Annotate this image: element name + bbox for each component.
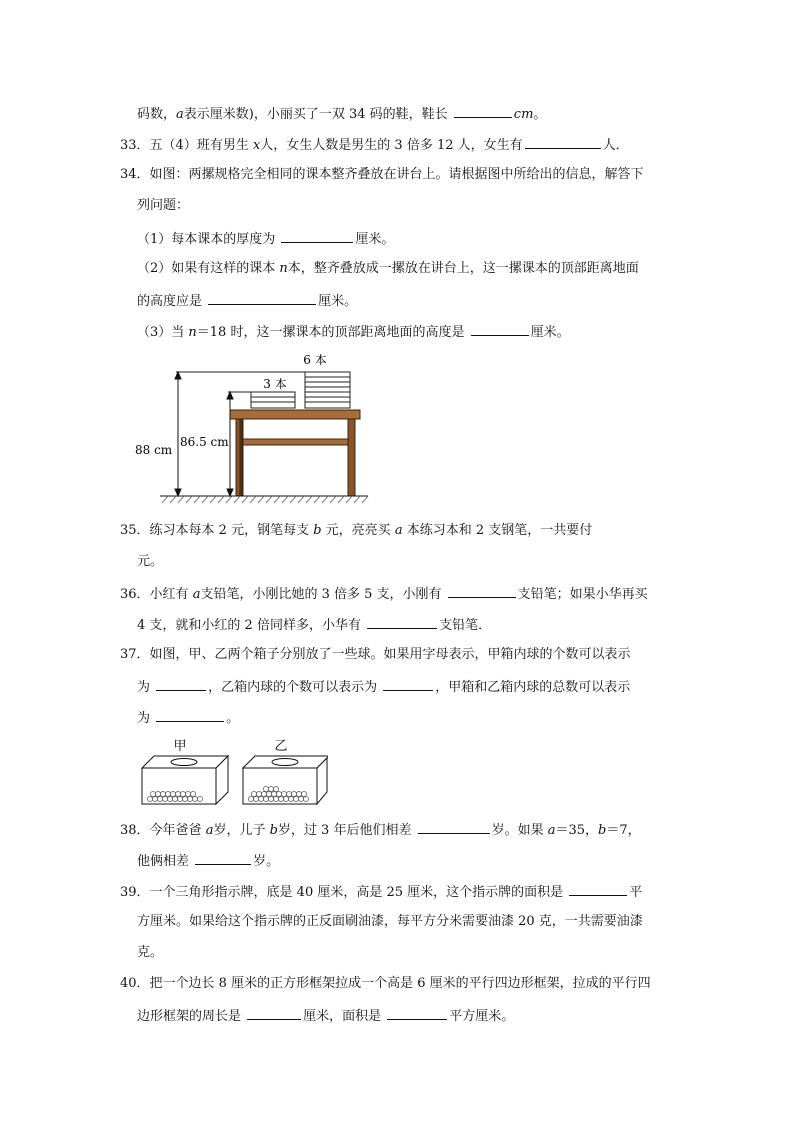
question-number: 36． xyxy=(120,587,150,602)
height-arrows xyxy=(175,372,233,496)
question-number: 38． xyxy=(120,823,150,838)
book-stack-6 xyxy=(305,372,350,408)
q32-line: 码数，a表示厘米数)，小丽买了一双 34 码的鞋，鞋长 cm。 xyxy=(137,104,546,124)
label-86-5cm: 86.5 cm xyxy=(180,435,229,449)
answer-blank[interactable] xyxy=(156,708,224,722)
answer-blank[interactable] xyxy=(383,677,433,691)
q38-line-2: 他俩相差 岁。 xyxy=(137,851,279,871)
q36-line-1: 36．小红有 a支铅笔，小刚比她的 3 倍多 5 支，小刚有 支铅笔；如果小华再买 xyxy=(120,584,648,604)
ball-boxes-figure xyxy=(138,736,328,808)
answer-blank[interactable] xyxy=(156,677,206,691)
q35-line-2: 元。 xyxy=(137,554,164,569)
q36-line-2: 4 支，就和小红的 2 倍同样多，小华有 支铅笔． xyxy=(137,615,491,635)
answer-blank[interactable] xyxy=(569,882,627,896)
label-6-books: 6 本 xyxy=(303,353,327,367)
question-number: 39． xyxy=(120,885,150,900)
answer-blank[interactable] xyxy=(195,851,251,865)
ground-hatching xyxy=(162,496,368,503)
desk xyxy=(230,410,360,496)
question-number: 40． xyxy=(120,976,150,991)
q35-line-1: 35．练习本每本 2 元，钢笔每支 b 元，亮亮买 a 本练习本和 2 支钢笔，一共要付 xyxy=(120,523,593,538)
q34-part-1: （1）每本课本的厚度为 厘米。 xyxy=(137,229,394,249)
box-label-yi: 乙 xyxy=(274,739,288,754)
q37-line-3: 为 。 xyxy=(137,708,239,728)
q40-line-1: 40．把一个边长 8 厘米的正方形框架拉成一个高是 6 厘米的平行四边形框架，拉成的平行四 xyxy=(120,976,651,991)
answer-blank[interactable] xyxy=(454,104,512,118)
q37-line-1: 37．如图，甲、乙两个箱子分别放了一些球。如果用字母表示，甲箱内球的个数可以表示 xyxy=(120,647,631,662)
box-label-jia: 甲 xyxy=(173,739,187,754)
q37-line-2: 为 ，乙箱内球的个数可以表示为 ，甲箱和乙箱内球的总数可以表示 xyxy=(137,677,630,697)
answer-blank[interactable] xyxy=(208,291,316,305)
answer-blank[interactable] xyxy=(247,1006,301,1020)
question-number: 37． xyxy=(120,647,150,662)
q34-intro-line-2: 列问题： xyxy=(137,198,190,213)
question-number: 33． xyxy=(120,138,150,153)
q33-line: 33．五（4）班有男生 x人，女生人数是男生的 3 倍多 12 人，女生有 人． xyxy=(120,135,629,155)
balls-jia xyxy=(147,791,202,801)
question-number: 35． xyxy=(120,523,150,538)
q39-line-1: 39．一个三角形指示牌，底是 40 厘米，高是 25 厘米，这个指示牌的面积是 平 xyxy=(120,882,642,902)
label-88cm: 88 cm xyxy=(135,443,173,457)
q39-line-2: 方厘米。如果给这个指示牌的正反面刷油漆，每平方分米需要油漆 20 克，一共需要油漆 xyxy=(137,914,643,929)
q34-part-2-line-2: 的高度应是 厘米。 xyxy=(137,291,357,311)
q34-intro-line-1: 34．如图：两摞规格完全相同的课本整齐叠放在讲台上。请根据图中所给出的信息，解答下 xyxy=(120,167,644,182)
answer-blank[interactable] xyxy=(367,615,437,629)
q39-line-3: 克。 xyxy=(137,945,164,960)
answer-blank[interactable] xyxy=(448,584,516,598)
q34-part-2-line-1: （2）如果有这样的课本 n本，整齐叠放成一摞放在讲台上，这一摞课本的顶部距离地面 xyxy=(137,261,639,276)
desk-books-figure xyxy=(130,348,370,508)
label-3-books: 3 本 xyxy=(263,377,287,391)
question-number: 34． xyxy=(120,167,150,182)
q34-part-3: （3）当 n＝18 时，这一摞课本的顶部距离地面的高度是 厘米。 xyxy=(137,322,570,342)
answer-blank[interactable] xyxy=(387,1006,447,1020)
answer-blank[interactable] xyxy=(471,322,529,336)
answer-blank[interactable] xyxy=(525,135,601,149)
q40-line-2: 边形框架的周长是 厘米，面积是 平方厘米。 xyxy=(137,1006,514,1026)
answer-blank[interactable] xyxy=(281,229,353,243)
q38-line-1: 38．今年爸爸 a岁，儿子 b岁，过 3 年后他们相差 岁。如果 a＝35，b＝7， xyxy=(120,820,641,840)
book-stack-3 xyxy=(251,392,295,408)
answer-blank[interactable] xyxy=(418,820,490,834)
